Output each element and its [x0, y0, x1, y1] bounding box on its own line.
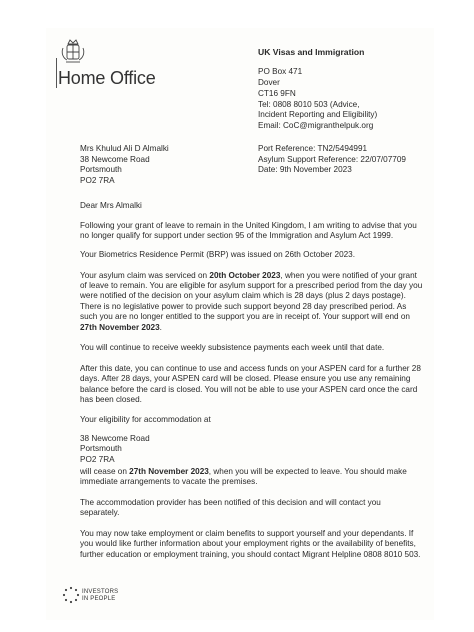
logo-divider	[56, 58, 57, 88]
royal-crest-icon	[58, 38, 88, 72]
asylum-support-reference: Asylum Support Reference: 22/07/07709	[258, 155, 406, 164]
salutation: Dear Mrs Almalki	[80, 201, 142, 210]
org-name: Home Office	[58, 68, 156, 88]
paragraph-aspen-card: After this date, you can continue to use and access funds on your ASPEN card for a further 28 days. After 28 days, your ASPEN card will be closed. Please ensure you use any remaining balance before the card is closed. You will not be able to use your ASPEN card once the card has been closed.	[80, 364, 421, 405]
support-end-date: 27th November 2023	[80, 323, 160, 332]
paragraph-leave-to-remain: Following your grant of leave to remain in the United Kingdom, I am writing to advise that you no longer qualify for support under section 95 of the Immigration and Asylum Act 1999.	[80, 221, 417, 241]
accommodation-address: 38 Newcome Road Portsmouth PO2 7RA	[80, 434, 150, 464]
recipient-name: Mrs Khulud Ali D Almalki	[80, 144, 169, 153]
recipient-address-line: 38 Newcome Road	[80, 155, 150, 164]
recipient-address-line: PO2 7RA	[80, 176, 115, 185]
paragraph-asylum-claim: of leave to remain. You are eligible for asylum support for a prescribed period from the day you were notified of the decision on your asylum claim which is 28 days (plus 2 days postage). There is no legislative power to provide such support beyond 28 day prescribed period. As such you are no longer entitled to the support you are in receipt of. Your support will end on	[80, 281, 423, 322]
address-line: CT16 9FN	[258, 89, 296, 98]
paragraph-employment: You may now take employment or claim benefits to support yourself and your dependants. If you would like further information about your employment rights or the availability of benefits, further education or employment training, you should contact Migrant Helpline 0808 8010 503.	[80, 529, 421, 559]
paragraph-asylum-claim-line1: Your asylum claim was serviced on 20th October 2023, when you were notified of your grant	[80, 271, 417, 280]
paragraph-cease: immediate arrangements to vacate the premises.	[80, 477, 258, 486]
paragraph-brp: Your Biometrics Residence Permit (BRP) was issued on 26th October 2023.	[80, 250, 356, 259]
letter-date: Date: 9th November 2023	[258, 165, 352, 174]
cease-date: 27th November 2023	[129, 467, 209, 476]
contact-email: Email: CoC@migranthelpuk.org	[258, 121, 374, 130]
paragraph-subsistence: You will continue to receive weekly subsistence payments each week until that date.	[80, 343, 385, 352]
paragraph-provider: The accommodation provider has been notified of this decision and will contact you separately.	[80, 498, 381, 518]
recipient-address-line: Portsmouth	[80, 165, 122, 174]
serviced-date: 20th October 2023	[209, 271, 281, 280]
investors-in-people-badge: INVESTORS IN PEOPLE	[82, 589, 119, 602]
paragraph-cease-line1: will cease on 27th November 2023, when you will be expected to leave. You should make	[80, 467, 407, 476]
address-line: Incident Reporting and Eligibility)	[258, 110, 378, 119]
paragraph-accommodation: Your eligibility for accommodation at	[80, 415, 211, 424]
address-line: PO Box 471	[258, 67, 303, 76]
department-name: UK Visas and Immigration	[258, 47, 365, 57]
address-line: Dover	[258, 78, 280, 87]
address-line: Tel: 0808 8010 503 (Advice,	[258, 100, 360, 109]
investors-in-people-icon	[62, 586, 80, 604]
paragraph-support-end: 27th November 2023.	[80, 323, 162, 332]
port-reference: Port Reference: TN2/5494991	[258, 144, 368, 153]
